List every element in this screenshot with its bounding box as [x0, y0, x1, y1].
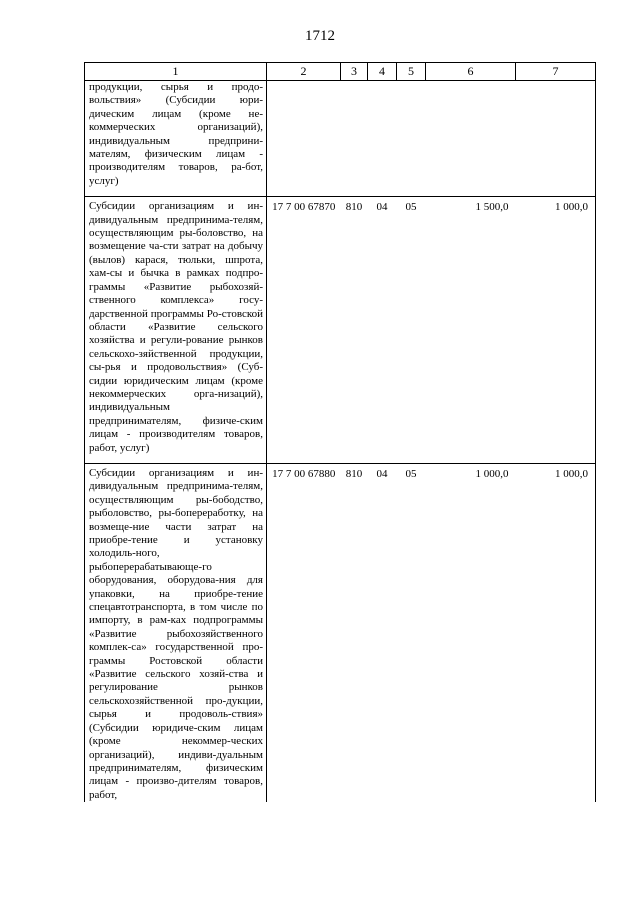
- budget-table: [84, 62, 596, 802]
- header-col-3: 3: [341, 63, 368, 81]
- row-amount-2: 1 000,0: [516, 463, 596, 802]
- header-col-2: 2: [267, 63, 341, 81]
- row-amount-1: 1 000,0: [426, 463, 516, 802]
- row-target-code: [267, 81, 341, 197]
- row-description: Субсидии организациям и ин-дивидуальным предпринима-телям, осуществляющим ры-боловство, на возмещение ча-сти затрат на добычу (вылов) карася, тюльки, шпрота, хам-сы и бычка в рамках подпро-граммы «Развитие рыбохозяй-ственного комплекса» госу-дарственной программы Ро-стовской области «Развитие сельского хозяйства и регули-рование рынков сельскохо-зяйственной продукции, сы-рья и продовольствия» (Суб-сидии юридическим лицам (кроме некоммерческих орга-низаций), индивидуальным предпринимателям, физиче-ским лицам - производителям товаров, работ, услуг): [85, 197, 267, 464]
- row-amount-2: [516, 81, 596, 197]
- row-target-code: 17 7 00 67870: [267, 197, 341, 464]
- row-section: 04: [368, 197, 397, 464]
- table-row: [85, 81, 596, 197]
- row-description: Субсидии организациям и ин-дивидуальным предпринима-телям, осуществляющим ры-бободство, рыболовство, ры-бопереработку, на возмеще-ние части затрат на приобре-тение и установку холодиль-ного, рыбоперерабатывающе-го оборудования, оборудова-ния для упаковки, на приобре-тение спецавтотранспорта, в том числе по импорту, в рам-ках подпрограммы «Развитие рыбохозяйственного комплек-са» государственной про-граммы Ростовской области «Развитие сельского хозяй-ства и регулирование рынков сельскохозяйственной про-дукции, сырья и продоволь-ствия» (Субсидии юридиче-ским лицам (кроме некоммер-ческих организаций), индиви-дуальным предпринимателям, физическим лицам - произво-дителям товаров, работ,: [85, 463, 267, 802]
- table-row: [85, 463, 596, 802]
- page-number: 1712: [305, 28, 335, 44]
- table-header-row: [85, 63, 596, 81]
- header-col-7: 7: [516, 63, 596, 81]
- header-col-6: 6: [426, 63, 516, 81]
- row-amount-2: 1 000,0: [516, 197, 596, 464]
- header-col-5: 5: [397, 63, 426, 81]
- row-expense-type: 810: [341, 463, 368, 802]
- table-row: [85, 197, 596, 464]
- header-col-1: 1: [85, 63, 267, 81]
- row-description: продукции, сырья и продо-вольствия» (Субсидии юри-дическим лицам (кроме не-коммерческих организаций), индивидуальным предприни-мателям, физическим лицам - производителям товаров, ра-бот, услуг): [85, 81, 267, 197]
- row-expense-type: 810: [341, 197, 368, 464]
- header-col-4: 4: [368, 63, 397, 81]
- row-subsection: 05: [397, 197, 426, 464]
- row-target-code: 17 7 00 67880: [267, 463, 341, 802]
- row-subsection: [397, 81, 426, 197]
- row-amount-1: [426, 81, 516, 197]
- row-section: [368, 81, 397, 197]
- row-expense-type: [341, 81, 368, 197]
- row-subsection: 05: [397, 463, 426, 802]
- row-amount-1: 1 500,0: [426, 197, 516, 464]
- row-section: 04: [368, 463, 397, 802]
